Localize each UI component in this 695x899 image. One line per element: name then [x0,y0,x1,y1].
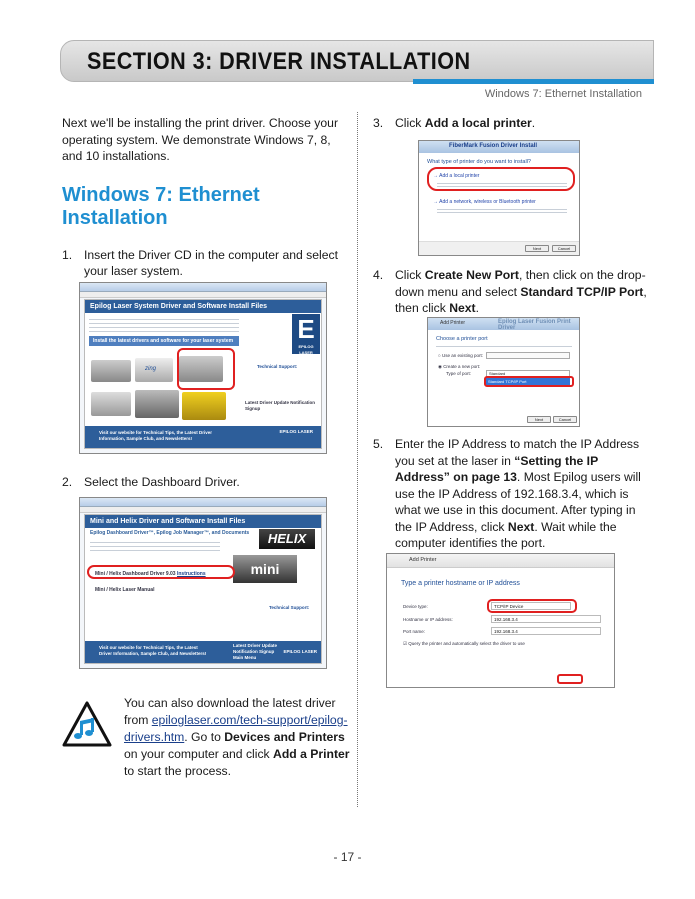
dialog-titlebar [387,554,614,568]
background-title: Epilog Laser Fusion Print Driver [498,319,571,331]
column-divider [357,112,358,807]
query-printer-checkbox[interactable]: ☑ Query the printer and automatically select the driver to use [403,641,525,646]
port-type-label: Type of port: [446,371,472,376]
dialog-heading: Choose a printer port [436,336,488,342]
laser-machine-image [135,358,173,382]
dialog-title: Add Printer [440,320,466,326]
web-intro-lines [90,539,220,553]
step-1-text: Insert the Driver CD in the computer and select your laser system. [84,247,339,278]
section-subheading: Windows 7: Ethernet Installation [484,88,642,100]
web-page-title: Epilog Laser System Driver and Software Install Files [85,300,321,313]
laser-machine-image [182,392,226,420]
laser-machine-image [135,390,179,418]
main-menu-link[interactable]: Main Menu [233,655,257,660]
step-5-text [395,436,655,552]
add-printer-label: Add a Printer [273,747,350,761]
screenshot-mini-helix-page [79,497,327,669]
zing-label: zing [145,366,157,372]
music-note-warning-icon [62,701,112,747]
window-titlebar [80,283,326,292]
next-button[interactable]: Next [527,416,551,423]
next-label: Next [449,301,476,315]
web-footer [85,426,321,448]
web-footer [85,641,321,663]
devices-printers-label: Devices and Printers [224,730,345,744]
windows7-heading: Windows 7: Ethernet Installation [62,183,260,229]
option-label: Use an existing port: [441,353,483,358]
left-column [62,115,344,280]
port-name-label: Port name: [403,629,426,634]
step-2-text: Select the Dashboard Driver. [84,475,240,489]
section-banner [60,40,654,82]
step-4-text [395,267,655,317]
highlight-circle [484,376,574,387]
add-network-printer-option[interactable]: → Add a network, wireless or Bluetooth printer [433,199,536,205]
next-label: Next [507,519,535,534]
tcpip-port-label: Standard TCP/IP Port [520,284,644,299]
highlight-circle [87,565,235,579]
screenshot-add-local-printer [418,140,580,256]
drivers-link[interactable]: epiloglaser.com/tech-support/epilog-drivers.htm [124,713,348,744]
cancel-button[interactable]: Cancel [553,416,577,423]
laser-machine-image [91,392,131,416]
step-text-part: . [475,301,480,315]
option-label: Add a network, wireless or Bluetooth printer [439,199,536,205]
dialog-titlebar: FiberMark Fusion Driver Install [419,141,579,153]
dialog-footer [419,241,579,255]
step-5-number: 5. [373,437,384,451]
step-3-text [395,115,655,132]
web-subtitle: Epilog Dashboard Driver™, Epilog Job Manager™, and Documents [90,530,250,536]
hostname-input[interactable]: 192.168.3.4 [491,615,601,623]
web-page-title: Mini and Helix Driver and Software Install Files [85,515,321,528]
highlight-circle [177,348,235,390]
window-menubar [80,507,326,513]
driver-signup-link: Latest Driver Update Notification Signup [245,400,316,411]
step-5 [373,436,655,552]
step-2 [62,474,344,491]
option-description [437,207,567,213]
laser-manual-item[interactable]: Mini / Helix Laser Manual [95,587,155,593]
step-text-part: Click [395,116,425,130]
web-footer-text: Visit our website for Technical Tips, the Latest Driver Information, Sample Club, and Newsletters! [99,645,207,656]
intro-paragraph: Next we'll be installing the print driver. Choose your operating system. We demonstrate Windows 7, 8, and 10 installations. [62,116,339,163]
epilog-logo-letter: E [297,314,315,344]
port-type-select[interactable]: Standard [486,370,570,377]
tip-text-part: . Go to [184,730,225,744]
dialog-title: Add Printer [409,557,437,563]
step-1-number: 1. [62,247,73,262]
driver-signup-link[interactable]: Latest Driver Update Notification Signup [233,643,278,654]
footer-logo-text: EPILOG LASER [283,649,317,654]
instructions-link[interactable]: Instructions [176,571,206,577]
footer-logo-text: EPILOG LASER [279,429,313,434]
hostname-label: Hostname or IP address: [403,617,453,622]
window-titlebar [80,498,326,507]
dialog-titlebar [428,318,579,330]
step-text-part: Enter the IP Address to match the IP Address you set at the laser in [395,437,640,468]
next-button[interactable]: Next [525,245,549,252]
step-text-part: . [531,116,536,130]
port-name-input[interactable]: 192.168.3.4 [491,627,601,635]
option-label: Add a local printer [439,173,480,179]
laser-machine-image [91,360,131,382]
create-new-port-option[interactable]: ◉ Create a new port: [438,364,481,369]
setting-ip-reference: “Setting the IP Address” on page 13 [395,453,598,484]
dialog-description [436,344,572,348]
create-new-port-label: Create New Port [424,268,519,282]
highlight-next-button [557,674,583,684]
option-label: Create a new port: [443,364,481,369]
mini-logo: mini [233,555,297,583]
tip-text-part: to start the process. [124,764,232,778]
device-type-select[interactable]: TCP/IP Device [491,602,571,610]
cancel-button[interactable]: Cancel [552,245,576,252]
tech-support-label: Technical Support: [257,364,298,369]
step-4 [373,267,655,317]
tip-text-part: on your computer and click [124,747,274,761]
helix-logo: HELIX [259,529,315,549]
step-4-number: 4. [373,268,384,282]
step-text-part: . Wait while the computer identifies the port. [395,519,617,550]
step-text-part: , then click [395,284,647,315]
existing-port-select[interactable] [486,352,570,359]
accent-bar [413,79,654,84]
tech-support-label: Technical Support: [269,605,310,610]
checkbox-label: Query the printer and automatically select the driver to use [408,641,525,646]
step-text-part: . Most Epilog users will use the IP Address of 192.168.3.4, which is what we use in this document. After typing in the IP Address, click [395,470,641,534]
dialog-question: What type of printer do you want to install? [427,159,531,165]
step-3-number: 3. [373,116,384,130]
tcpip-dropdown-item[interactable]: Standard TCP/IP Port [486,378,570,385]
web-intro-lines [89,316,239,334]
step-text-part: , then click on the drop-down menu and select [395,268,646,299]
section-title: SECTION 3: DRIVER INSTALLATION [87,48,471,75]
tip-text-part: You can also download the latest driver from [124,696,336,727]
window-menubar [80,292,326,298]
step-text-part: Click [395,268,425,282]
epilog-logo-text: EPILOG LASER [298,344,314,355]
epilog-logo [292,314,320,354]
tip-text [124,695,356,780]
step-1 [62,247,344,280]
device-type-label: Device type: [403,604,428,609]
install-box-label: Install the latest drivers and software for your laser system [89,336,239,346]
use-existing-port-option[interactable]: ○ Use an existing port: [438,353,483,358]
add-local-printer-label: Add a local printer [424,116,532,130]
web-footer-text: Visit our website for Technical Tips, the Latest Driver Information, Sample Club, and Newsletters! [99,430,213,441]
dialog-heading: Type a printer hostname or IP address [401,580,520,587]
step-2-number: 2. [62,475,73,489]
screenshot-ip-address [386,553,615,688]
highlight-circle [487,599,577,613]
page-number: - 17 - [333,850,362,864]
screenshot-epilog-driver-page [79,282,327,454]
add-local-printer-option[interactable]: → Add a local printer [433,173,480,179]
step-3 [373,115,655,132]
dashboard-driver-label: Mini / Helix Dashboard Driver 9.03 [95,571,176,577]
highlight-circle [427,167,575,191]
screenshot-create-port [427,317,580,427]
